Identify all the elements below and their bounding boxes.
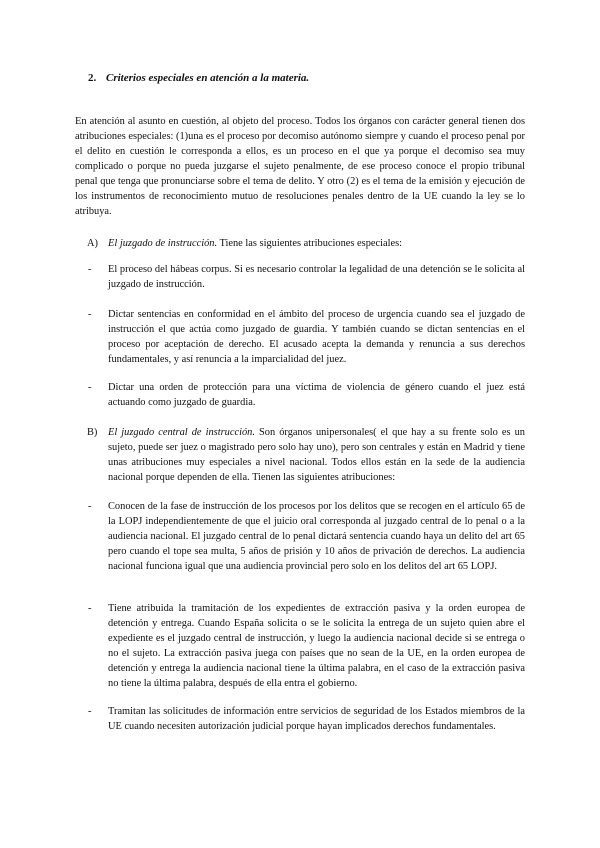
bullet-dash: -: [88, 706, 92, 717]
list-item-text: Dictar una orden de protección para una víctima de violencia de género cuando el juez está actuando como juzgado de guardia.: [108, 382, 525, 408]
bullet-dash: -: [88, 501, 92, 512]
intro-paragraph: En atención al asunto en cuestión, al objeto del proceso. Todos los órganos con carácter general tienen dos atribuciones especiales: (1)una es el proceso por decomiso autónomo siempre y cuando el proceso penal por el delito en cuestión le corresponda a ellos, es un proceso en el que ya porque el decomiso sea muy complicado o porque no pueda juzgarse el sujeto penalmente, de ese proceso conoce el propio tribunal penal que tenga que pronunciarse sobre el tema de delito. Y otro (2) es el tema de la emisión y ejecución de los instrumentos de reconocimiento mutuo de resoluciones penales dentro de la UE cuando la ley se lo atribuya.: [75, 116, 525, 217]
list-item: [88, 499, 525, 574]
list-item-text: El proceso del hábeas corpus. Si es necesario controlar la legalidad de una detención se le solicita al juzgado de instrucción.: [108, 264, 525, 290]
bullet-dash: -: [88, 309, 92, 320]
list-item-text: Conocen de la fase de instrucción de los procesos por los delitos que se recogen en el artículo 65 de la LOPJ independientemente de que el juicio oral corresponda al juzgado central de lo penal o a la audiencia nacional. El juzgado central de lo penal dictará sentencia cuando haya un delito del art 65 pero cuando el tope sea multa, 5 años de prisión y 10 años de privación de derechos. La audiencia nacional funciona igual que una audiencia provincial pero solo en los delitos del art 65 LOPJ.: [108, 501, 525, 572]
bullet-dash: -: [88, 603, 92, 614]
list-item: [88, 704, 525, 734]
subsection-a-text: Tiene las siguientes atribuciones especiales:: [217, 238, 403, 249]
bullet-dash: -: [88, 264, 92, 275]
subsection-b: [87, 425, 526, 485]
section-heading: [88, 71, 309, 85]
subsection-a: [87, 236, 525, 251]
subsection-b-title: El juzgado central de instrucción.: [108, 427, 255, 438]
list-item: [88, 262, 525, 292]
subsection-a-letter: A): [87, 238, 98, 249]
subsection-b-letter: B): [87, 427, 98, 438]
list-item: [88, 601, 525, 691]
subsection-a-title: El juzgado de instrucción.: [108, 238, 218, 249]
bullet-dash: -: [88, 382, 92, 393]
subsection-b-text: Son órganos unipersonales( el que hay a su frente solo es un sujeto, puede ser juez o magistrado pero solo hay uno), pero son centrales y están en Madrid y tiene unas atribuciones muy especiales a nivel nacional. Todos ellos están en la sede de la audiencia nacional porque dependen de ella. Tienen las siguientes atribuciones:: [108, 427, 526, 483]
section-title: Criterios especiales en atención a la materia.: [106, 72, 310, 84]
list-item-text: Tramitan las solicitudes de información entre servicios de seguridad de los Estados miembros de la UE cuando necesiten autorización judicial porque hayan implicados derechos fundamentales.: [108, 706, 525, 732]
list-item: [88, 380, 525, 410]
list-item-text: Tiene atribuida la tramitación de los expedientes de extracción pasiva y la orden europea de detención y entrega. Cuando España solicita o se le solicita la entrega de un sujeto quien abre el expediente es el juzgado central de instrucción, y luego la audiencia nacional decide si se entrega o no el sujeto. La extracción pasiva juega con países que no sean de la UE, en la orden europea de detención y entrega la audiencia nacional tiene la última palabra, en el caso de la extracción pasiva no tiene la última palabra, después de ella entra el gobierno.: [108, 603, 525, 689]
list-item: [88, 307, 525, 367]
list-item-text: Dictar sentencias en conformidad en el ámbito del proceso de urgencia cuando sea el juzgado de instrucción el que actúa como juzgado de guardia. Y también cuando se dictan sentencias en el proceso por aceptación de derecho. El acusado acepta la demanda y renuncia a sus derechos fundamentales, y así renuncia a la imparcialidad del juez.: [108, 309, 525, 365]
section-number: 2.: [88, 72, 97, 84]
